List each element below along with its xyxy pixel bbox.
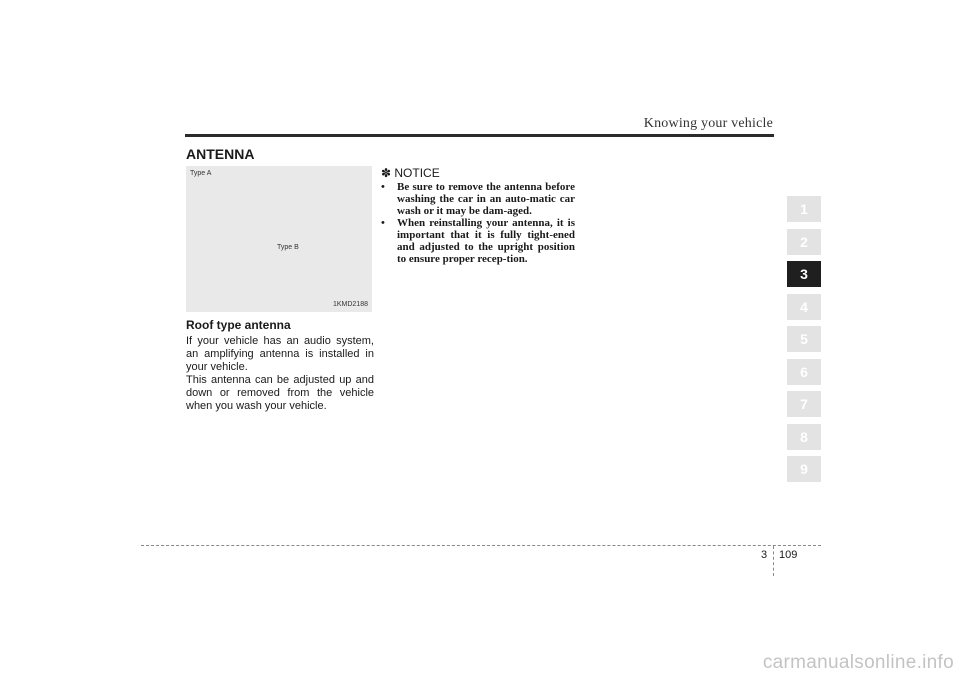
page-header-title: Knowing your vehicle xyxy=(643,116,773,131)
notice-title: ✽ NOTICE xyxy=(381,166,440,180)
chapter-tab[interactable]: 9 xyxy=(787,456,821,482)
chapter-tab[interactable]: 7 xyxy=(787,391,821,417)
notice-item-text: Be sure to remove the antenna before washing the car in an auto-matic car wash or it may be dam-aged. xyxy=(397,181,575,217)
chapter-tab[interactable]: 4 xyxy=(787,294,821,320)
antenna-figure xyxy=(186,166,372,312)
notice-item xyxy=(381,217,575,265)
footer-chapter-number: 3 xyxy=(761,549,768,561)
figure-label-type-a: Type A xyxy=(190,170,212,177)
roof-antenna-paragraph: If your vehicle has an audio system, an amplifying antenna is installed in your vehicle. xyxy=(186,335,374,373)
chapter-tab[interactable]: 8 xyxy=(787,424,821,450)
notice-item-text: When reinstalling your antenna, it is important that it is fully tight-ened and adjusted to the upright position to ensure proper recep-tion. xyxy=(397,217,575,265)
chapter-tab[interactable]: 1 xyxy=(787,196,821,222)
notice-item xyxy=(381,181,575,217)
roof-antenna-title: Roof type antenna xyxy=(186,318,291,332)
notice-list xyxy=(381,181,575,265)
chapter-tabs xyxy=(787,196,821,489)
watermark: carmanualsonline.info xyxy=(762,652,954,673)
roof-antenna-paragraph: This antenna can be adjusted up and down or removed from the vehicle when you wash your vehicle. xyxy=(186,374,374,412)
figure-label-type-b: Type B xyxy=(277,244,299,251)
footer-divider xyxy=(773,546,774,576)
bullet-icon: • xyxy=(381,217,385,229)
chapter-tab[interactable]: 5 xyxy=(787,326,821,352)
figure-code: 1KMD2188 xyxy=(332,301,368,308)
header-rule xyxy=(185,134,774,137)
chapter-tab[interactable]: 2 xyxy=(787,229,821,255)
footer-rule xyxy=(141,545,821,546)
bullet-icon: • xyxy=(381,181,385,193)
footer-page-number: 109 xyxy=(779,549,798,561)
chapter-tab[interactable]: 6 xyxy=(787,359,821,385)
chapter-tab-active[interactable]: 3 xyxy=(787,261,821,287)
section-title: ANTENNA xyxy=(186,146,255,162)
